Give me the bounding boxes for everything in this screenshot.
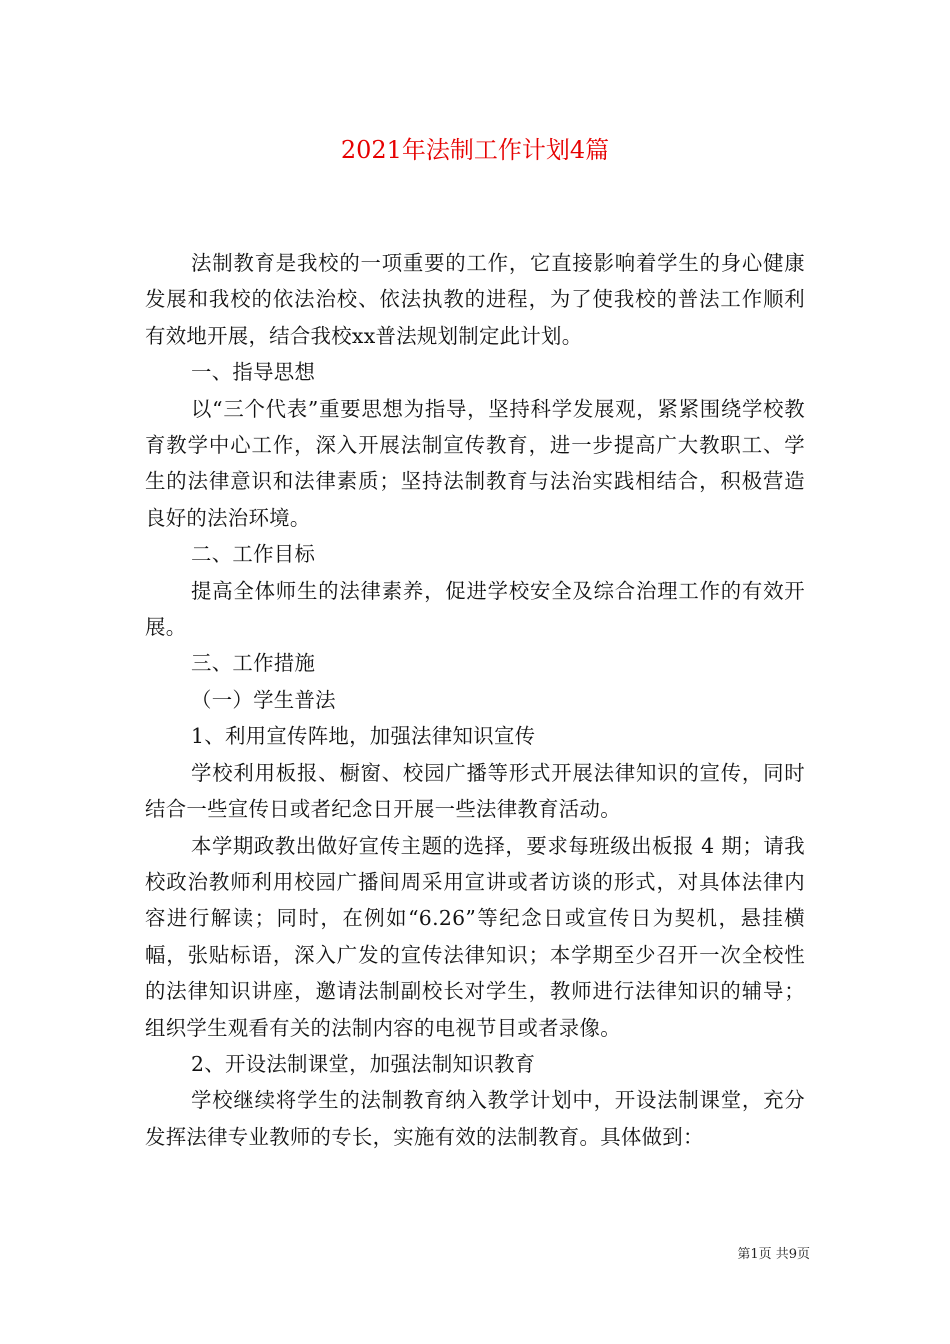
law-class-paragraph: 学校继续将学生的法制教育纳入教学计划中，开设法制课堂，充分发挥法律专业教师的专长，实施有效的法制教育。具体做到：: [145, 1088, 805, 1149]
subsection-heading-student-law: （一）学生普法: [191, 687, 336, 712]
intro-paragraph: 法制教育是我校的一项重要的工作，它直接影响着学生的身心健康发展和我校的依法治校、依法执教的进程，为了使我校的普法工作顺利有效地开展，结合我校xx普法规划制定此计划。: [145, 251, 805, 348]
document-title: 2021年法制工作计划4篇: [340, 136, 610, 164]
section-heading-work-goal: 二、工作目标: [191, 542, 316, 567]
publicity-paragraph: 学校利用板报、橱窗、校园广播等形式开展法律知识的宣传，同时结合一些宣传日或者纪念日开展一些法律教育活动。: [145, 760, 805, 822]
item-heading-publicity: 1、利用宣传阵地，加强法律知识宣传: [191, 724, 536, 749]
guiding-thought-paragraph: 以“三个代表”重要思想为指导，坚持科学发展观，紧紧围绕学校教育教学中心工作，深入开展法制宣传教育，进一步提高广大教职工、学生的法律意识和法律素质；坚持法制教育与法治实践相结合，积极营造良好的法治环境。: [145, 396, 805, 530]
semester-plan-paragraph: 本学期政教出做好宣传主题的选择，要求每班级出板报 4 期；请我校政治教师利用校园广播间周采用宣讲或者访谈的形式，对具体法律内容进行解读；同时，在例如“6.26”等纪念日或宣传日为契机，悬挂横幅，张贴标语，深入广发的宣传法律知识；本学期至少召开一次全校性的法律知识讲座，邀请法制副校长对学生，教师进行法律知识的辅导；组织学生观看有关的法制内容的电视节目或者录像。: [145, 833, 805, 1040]
section-heading-work-measures: 三、工作措施: [191, 651, 316, 676]
page-number: 第1页 共9页: [737, 1247, 810, 1262]
document-body: [145, 245, 805, 1155]
item-heading-law-class: 2、开设法制课堂，加强法制知识教育: [191, 1051, 536, 1076]
section-heading-guiding-thought: 一、指导思想: [191, 360, 316, 385]
work-goal-paragraph: 提高全体师生的法律素养，促进学校安全及综合治理工作的有效开展。: [145, 578, 805, 640]
